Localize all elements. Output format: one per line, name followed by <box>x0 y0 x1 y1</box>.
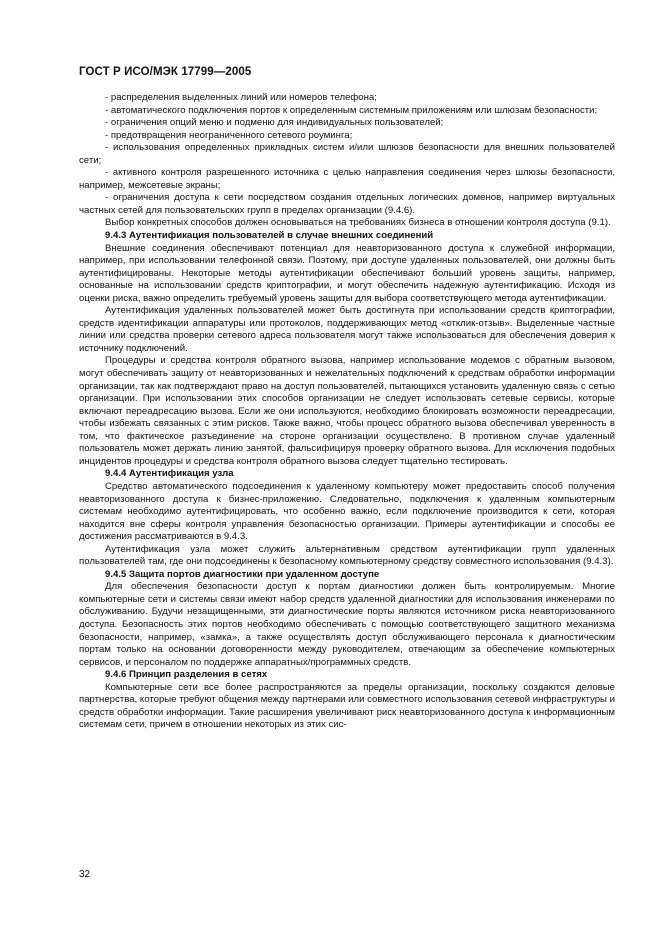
document-body <box>79 92 615 732</box>
section-heading: 9.4.6 Принцип разделения в сетях <box>105 669 268 681</box>
page-number: 32 <box>79 869 91 880</box>
paragraph: Внешние соединения обеспечивают потенциал для неавторизованного доступа к служебной информации, например, при использовании телефонной связи. Поэтому, при доступе удаленных пользователей, они должны быть аутентифицированы. Некоторые методы аутентификации обеспечивают больший уровень защиты, например, основанные на использовании средств криптографии, и могут обеспечить надежную аутентификацию. Исходя из оценки риска, важно определить требуемый уровень защиты для выбора соответствующего метода аутентификации. <box>79 242 615 304</box>
paragraph: Процедуры и средства контроля обратного вызова, например использование модемов с обратным вызовом, могут обеспечивать защиту от неавторизованных и нежелательных подключений к средствам обработки информации организации, так как подтверждают право на доступ пользователей, пытающихся установить удаленную связь с сетью организации. При использовании этих способов организации не следует использовать сетевые сервисы, которые включают переадресацию вызова. Если же они используются, необходимо блокировать возможности переадресации, чтобы избежать связанных с этим рисков. Также важно, чтобы процесс обратного вызова обеспечивал уверенность в том, что фактическое разъединение на стороне организации осуществлено. В противном случае удаленный пользователь может держать линию занятой, фальсифицируя проверку обратного вызова. Для исключения подобных инцидентов процедуры и средства контроля обратного вызова следует тщательно тестировать. <box>79 355 615 467</box>
list-item: - распределения выделенных линий или номеров телефона; <box>105 92 377 103</box>
paragraph: Выбор конкретных способов должен основываться на требованиях бизнеса в отношении контроля доступа (9.1). <box>105 217 611 229</box>
list-item: - использования определенных прикладных систем и/или шлюзов безопасности для внешних пользователей сети; <box>79 142 615 166</box>
list-item: - предотвращения неограниченного сетевого роуминга; <box>105 129 353 141</box>
document-header: ГОСТ Р ИСО/МЭК 17799—2005 <box>79 66 252 78</box>
section-heading: 9.4.5 Защита портов диагностики при удаленном доступе <box>105 568 380 580</box>
paragraph: Аутентификация удаленных пользователей может быть достигнута при использовании средств криптографии, средств идентификации аппаратуры или протоколов, поддерживающих метод «отклик-отзыв». Выделенные частные линии или средства проверки сетевого адреса пользователя могут также использоваться для обеспечения доверия к источнику подключений. <box>79 305 615 354</box>
section-heading: 9.4.3 Аутентификация пользователей в случае внешних соединений <box>105 230 434 242</box>
paragraph: Аутентификация узла может служить альтернативным средством аутентификации групп удаленных пользователей там, где они подсоединены к безопасному компьютерному средству совместного использования (9.4.3). <box>79 543 615 568</box>
list-item: - активного контроля разрешенного источника с целью направления соединения через шлюзы безопасности, например, межсетевые экраны; <box>79 167 615 191</box>
paragraph: Для обеспечения безопасности доступ к портам диагностики должен быть контролируемым. Многие компьютерные сети и системы связи имеют набор средств удаленной диагностики для использования инженерами по обслуживанию. Будучи незащищенными, эти диагностические порты являются источником риска неавторизованного доступа. Безопасность этих портов необходимо обеспечивать с помощью соответствующего защитного механизма безопасности, например, «замка», а также осуществлять доступ обслуживающего персонала к диагностическим портам только на основании договоренности между руководителем, отвечающим за обеспечение компьютерных сервисов, и персоналом по поддержке аппаратных/программных средств. <box>79 581 615 668</box>
paragraph: Средство автоматического подсоединения к удаленному компьютеру может предоставить способ получения неавторизованного доступа к бизнес-приложению. Следовательно, подключения к удаленным компьютерным системам необходимо аутентифицировать, что особенно важно, если подключение производится к сети, которая находится вне сферы контроля управления безопасностью организации. Примеры аутентификации и способы ее достижения рассматриваются в 9.4.3. <box>79 480 615 543</box>
list-item: - ограничения опций меню и подменю для индивидуальных пользователей; <box>105 117 444 129</box>
paragraph: Компьютерные сети все более распространяются за пределы организации, поскольку создаются деловые партнерства, которые требуют общения между партнерами или совместного использования сетевой инфраструктуры и средств обработки информации. Такие расширения увеличивают риск неавторизованного доступа к информационным системам сети, причем в отношении некоторых из этих сис- <box>79 681 615 731</box>
list-item: - автоматического подключения портов к определенным системным приложениям или шлюзам безопасности; <box>105 104 598 116</box>
section-heading: 9.4.4 Аутентификация узла <box>105 468 234 480</box>
list-item: - ограничения доступа к сети посредством создания отдельных логических доменов, например виртуальных частных сетей для пользовательских групп в пределах организации (9.4.6). <box>79 192 615 216</box>
